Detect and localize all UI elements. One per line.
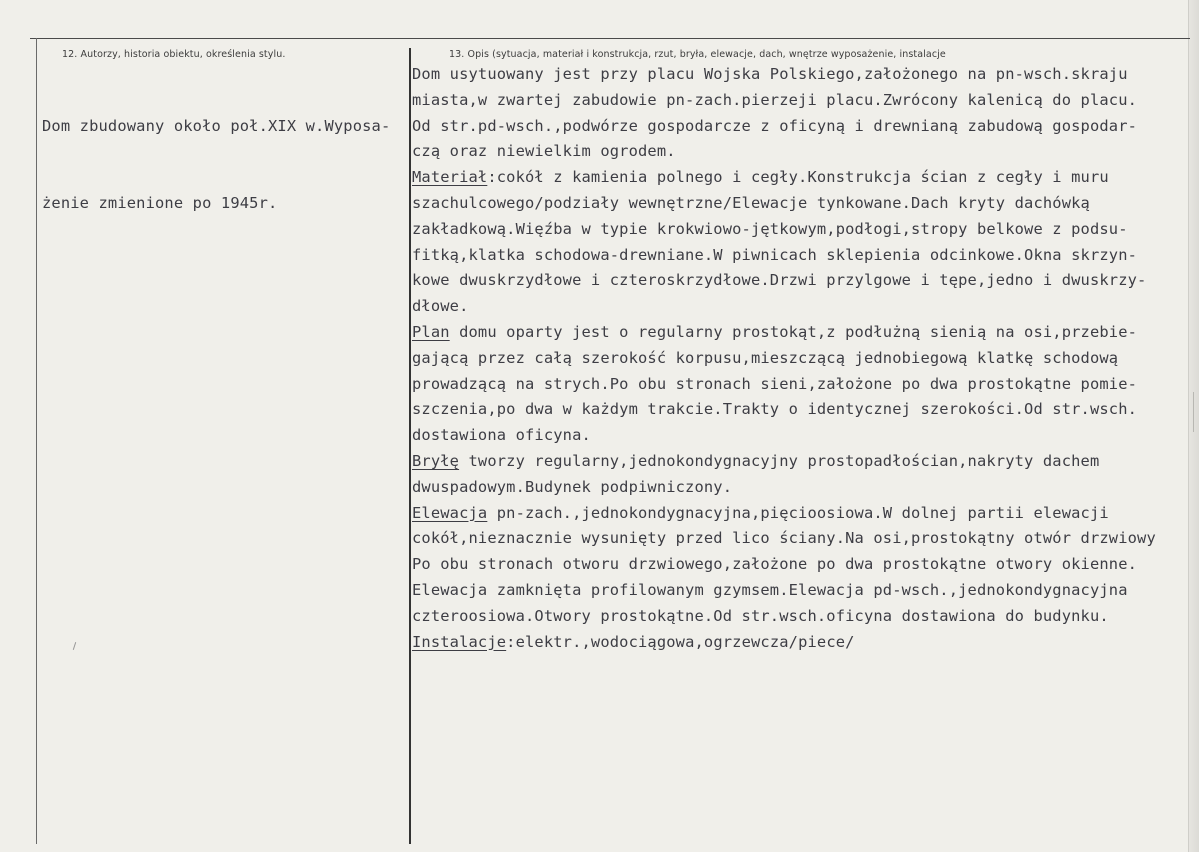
line-text: dwuspadowym.Budynek podpiwniczony. [412,477,733,496]
text-line [412,526,1156,552]
edge-mark [1193,392,1198,432]
line-text: fitką,klatka schodowa-drewniane.W piwnicach sklepienia odcinkowe.Okna skrzyn- [412,245,1138,264]
line-text: szczenia,po dwa w każdym trakcie.Trakty o identycznej szerokości.Od str.wsch. [412,400,1138,419]
line-text: gającą przez całą szerokość korpusu,mieszczącą jednobiegową klatkę schodową [412,348,1119,367]
line-text: :elektr.,wodociągowa,ogrzewcza/piece/ [506,632,855,651]
line-text: tworzy regularny,jednokondygnacyjny prostopadłościan,nakryty dachem [459,451,1100,470]
text-line [412,475,1156,501]
text-line [412,604,1156,630]
section-heading: Instalacje [412,632,507,651]
text-line [412,423,1156,449]
line-text: czteroosiowa.Otwory prostokątne.Od str.wsch.oficyna dostawiona do budynku. [412,606,1109,625]
column-divider [409,48,411,844]
field-13-label: 13. Opis (sytuacja, materiał i konstrukcja, rzut, bryła, elewacje, dach, wnętrze wyposażenie, instalacje [449,49,946,60]
text-line [412,243,1156,269]
text-line: Dom zbudowany około poł.XIX w.Wyposa- [42,116,391,135]
line-text: domu oparty jest o regularny prostokąt,z podłużną sienią na osi,przebie- [449,322,1138,341]
text-line [412,114,1156,140]
line-text: pn-zach.,jednokondygnacyjna,pięcioosiowa.W dolnej partii elewacji [487,503,1109,522]
section-heading: Materiał [412,168,488,187]
text-line [412,552,1156,578]
text-line [412,630,1156,656]
text-line [412,449,1156,475]
line-text: Od str.pd-wsch.,podwórze gospodarcze z oficyną i drewnianą zabudową gospodar- [412,116,1138,135]
text-line [412,217,1156,243]
section-heading: Elewacja [412,503,488,522]
line-text: cokół,nieznacznie wysunięty przed lico ściany.Na osi,prostokątny otwór drzwiowy [412,529,1156,548]
field-13-text [412,62,1156,655]
section-heading: Plan [412,322,450,341]
text-line [412,346,1156,372]
text-line [412,88,1156,114]
line-text: dłowe. [412,297,469,316]
line-text: czą oraz niewielkim ogrodem. [412,142,676,161]
text-line [412,62,1156,88]
line-text: Dom usytuowany jest przy placu Wojska Polskiego,założonego na pn-wsch.skraju [412,65,1128,83]
text-line [412,139,1156,165]
text-line [412,501,1156,527]
field-12-text [42,62,390,268]
text-line [412,578,1156,604]
text-line [412,372,1156,398]
text-line: żenie zmienione po 1945r. [42,193,278,212]
line-text: miasta,w zwartej zabudowie pn-zach.pierzeji placu.Zwrócony kalenicą do placu. [412,90,1138,109]
paper-speck [73,642,76,650]
field-12-label: 12. Autorzy, historia obiektu, określenia stylu. [62,49,286,60]
text-line [412,191,1156,217]
line-text: kowe dwuskrzydłowe i czteroskrzydłowe.Drzwi przylgowe i tępe,jedno i dwuskrzy- [412,271,1147,290]
text-line [412,397,1156,423]
line-text: zakładkową.Więźba w typie krokwiowo-jętkowym,podłogi,stropy belkowe z podsu- [412,219,1128,238]
line-text: prowadzącą na strych.Po obu stronach sieni,założone po dwa prostokątne pomie- [412,374,1138,393]
line-text: :cokół z kamienia polnego i cegły.Konstrukcja ścian z cegły i muru [487,168,1109,187]
line-text: dostawiona oficyna. [412,426,591,445]
text-line [412,268,1156,294]
text-line [412,165,1156,191]
section-heading: Bryłę [412,451,460,470]
top-rule [30,38,1190,39]
text-line [412,294,1156,320]
left-margin-rule [36,38,37,844]
line-text: szachulcowego/podziały wewnętrzne/Elewacje tynkowane.Dach kryty dachówką [412,193,1090,212]
line-text: Po obu stronach otworu drzwiowego,założone po dwa prostokątne otwory okienne. [412,555,1138,574]
text-line [412,320,1156,346]
line-text: Elewacja zamknięta profilowanym gzymsem.Elewacja pd-wsch.,jednokondygnacyjna [412,580,1128,599]
